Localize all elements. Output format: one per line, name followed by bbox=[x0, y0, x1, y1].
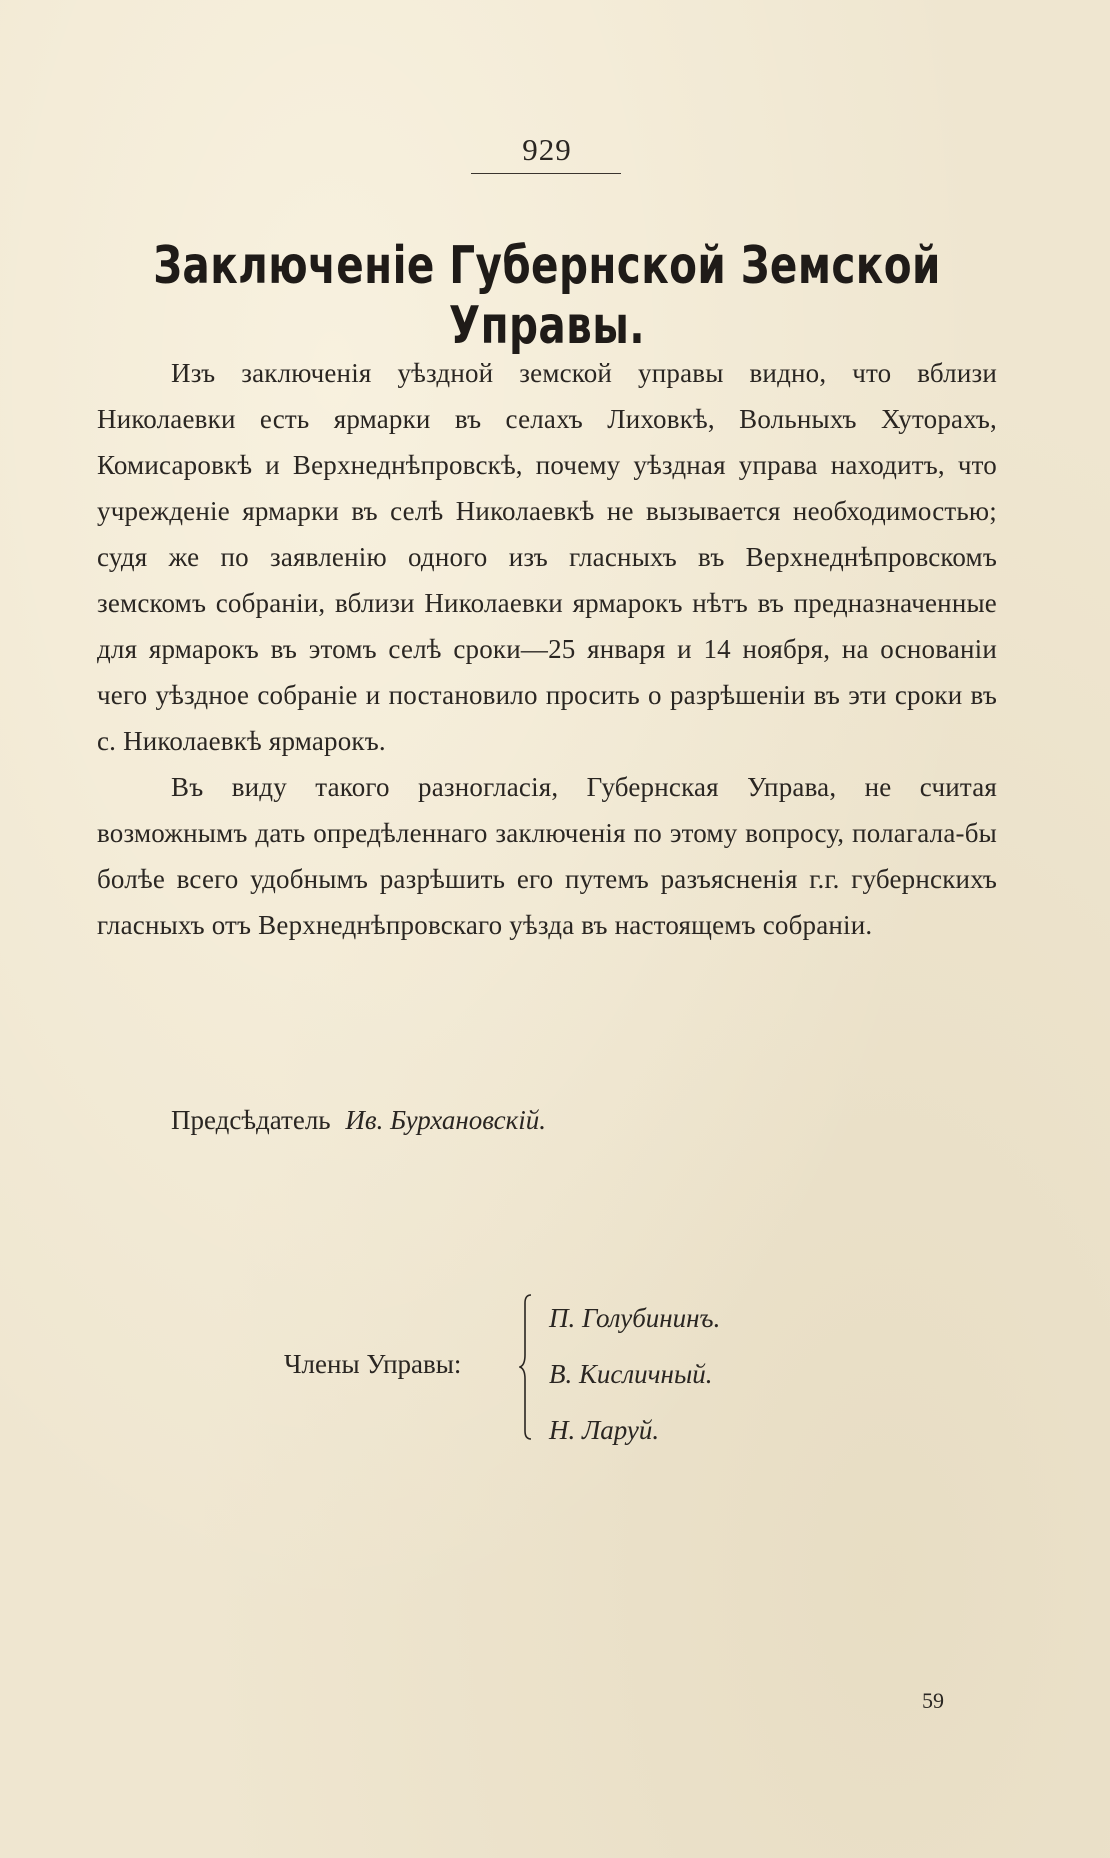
page-number-rule bbox=[471, 173, 621, 174]
members-list bbox=[549, 1290, 720, 1458]
body-text bbox=[97, 350, 997, 948]
members-label: Члены Управы: bbox=[284, 1349, 462, 1379]
chairman-line bbox=[171, 1105, 546, 1136]
member-name: Н. Ларуй. bbox=[549, 1415, 660, 1445]
paragraph-1: Изъ заключенія уѣздной земской управы видно, что вблизи Николаевки есть ярмарки въ селахъ Лиховкѣ, Вольныхъ Хуторахъ, Комисаровкѣ и Верхнеднѣпровскѣ, почему уѣздная управа находитъ, что учрежденіе ярмарки въ селѣ Николаевкѣ не вызывается необходимостью; судя же по заявленію одного изъ гласныхъ въ Верхнеднѣпровскомъ земскомъ собраніи, вблизи Николаевки ярмарокъ нѣтъ въ предназначенные для ярмарокъ въ этомъ селѣ сроки—25 января и 14 ноября, на основаніи чего уѣздное собраніе и постановило просить о разрѣшеніи въ эти сроки въ с. Николаевкѣ ярмарокъ. bbox=[97, 358, 997, 756]
member-name: П. Голубининъ. bbox=[549, 1303, 721, 1333]
chairman-name: Ив. Бурхановскій. bbox=[345, 1105, 547, 1135]
members-brace bbox=[519, 1293, 533, 1441]
page-number: 929 bbox=[522, 132, 572, 167]
member-name: В. Кисличный. bbox=[549, 1359, 713, 1389]
paragraph-2: Въ виду такого разногласія, Губернская Управа, не считая возможнымъ дать опредѣленнаго заключенія по этому вопросу, полагала-бы болѣе всего удобнымъ разрѣшить его путемъ разъясненія г.г. губернскихъ гласныхъ отъ Верхнеднѣпровскаго уѣзда въ настоящемъ собраніи. bbox=[97, 772, 997, 940]
document-title: Заключеніе Губернской Земской Управы. bbox=[153, 236, 941, 356]
signature-mark: 59 bbox=[922, 1688, 944, 1713]
chairman-label: Предсѣдатель bbox=[171, 1105, 331, 1135]
